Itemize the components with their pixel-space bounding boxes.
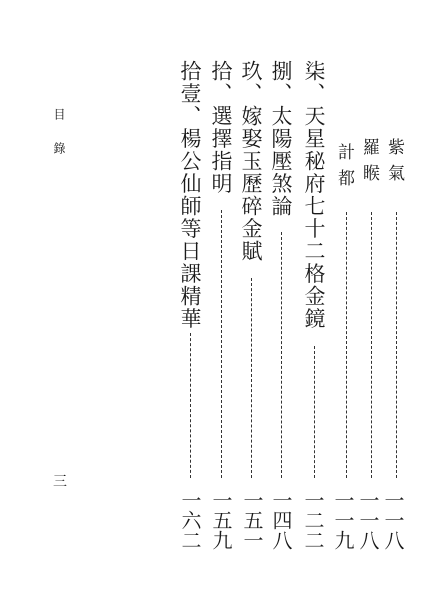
toc-entry-page: 一一八 bbox=[381, 490, 405, 550]
toc-entry-page: 一一九 bbox=[331, 490, 355, 550]
toc-entry-title: 柒、天星秘府七十二格金鏡 bbox=[302, 60, 326, 330]
toc-entry-page: 一五九 bbox=[209, 490, 233, 550]
toc-entry-page: 一五一 bbox=[240, 490, 264, 550]
toc-leader bbox=[190, 333, 191, 478]
toc-entry-title: 拾壹、楊公仙師等日課精華 bbox=[178, 60, 202, 330]
toc-entry-page: 一四八 bbox=[269, 490, 293, 550]
toc-entry-page: 一一八 bbox=[356, 490, 380, 550]
toc-entry-title: 計都 bbox=[334, 143, 354, 195]
folio-page-number: 三 bbox=[53, 474, 67, 490]
toc-entry-title: 捌、太陽壓煞論 bbox=[269, 60, 293, 218]
toc-entry-page: 一二二 bbox=[301, 490, 325, 550]
toc-leader bbox=[314, 346, 315, 478]
toc-leader bbox=[396, 212, 397, 478]
running-head: 目錄 bbox=[52, 108, 66, 176]
toc-entry-title: 玖、嫁娶玉歷碎金賦 bbox=[239, 60, 263, 263]
toc-entry-title: 羅睺 bbox=[359, 138, 379, 190]
toc-entry-title: 拾、選擇指明 bbox=[209, 60, 233, 195]
toc-leader bbox=[346, 212, 347, 478]
toc-entry-title: 紫氣 bbox=[384, 138, 404, 190]
toc-leader bbox=[221, 210, 222, 478]
toc-leader bbox=[251, 278, 252, 478]
toc-leader bbox=[371, 212, 372, 478]
toc-leader bbox=[281, 232, 282, 478]
toc-entry-page: 一六二 bbox=[178, 490, 202, 550]
